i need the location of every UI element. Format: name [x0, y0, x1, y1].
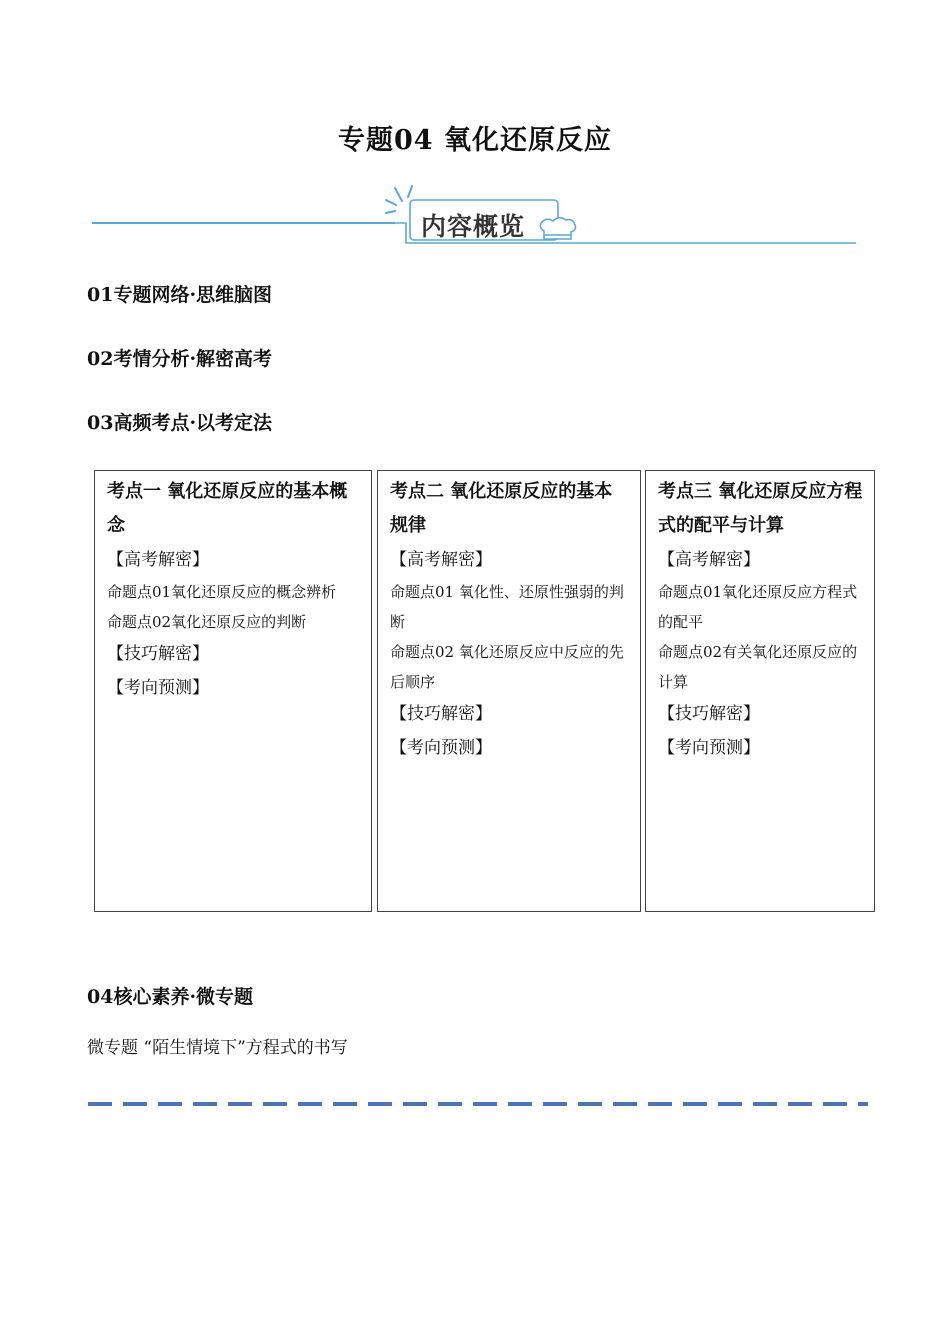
topic-point: 命题点01氧化还原反应的概念辨析	[107, 583, 337, 601]
topic-point: 命题点02有关氧化还原反应的计算	[658, 643, 858, 691]
topic-heading: 考点二 氧化还原反应的基本规律	[390, 481, 613, 536]
banner-label: 内容概览	[421, 212, 526, 241]
gaokao-label: 【高考解密】	[390, 550, 492, 570]
gaokao-label: 【高考解密】	[658, 550, 760, 570]
section-heading-01: 01专题网络·思维脑图	[87, 284, 273, 306]
gaokao-label: 【高考解密】	[107, 550, 209, 570]
kaoxiang-label: 【考向预测】	[390, 738, 492, 758]
section-heading-04: 04核心素养·微专题	[87, 986, 254, 1008]
topic-point: 命题点01氧化还原反应方程式的配平	[658, 583, 858, 631]
topic-box-1	[94, 470, 372, 912]
topic-boxes	[94, 470, 876, 914]
kaoxiang-label: 【考向预测】	[658, 738, 760, 758]
jiqiao-label: 【技巧解密】	[390, 704, 492, 724]
topic-box-2	[377, 470, 641, 912]
jiqiao-label: 【技巧解密】	[658, 704, 760, 724]
topic-box-3	[645, 470, 875, 912]
topic-heading: 考点三 氧化还原反应方程式的配平与计算	[658, 481, 863, 536]
dashed-divider	[88, 1100, 868, 1108]
topic-point: 命题点02 氧化还原反应中反应的先后顺序	[390, 643, 624, 691]
topic-point: 命题点01 氧化性、还原性强弱的判断	[390, 583, 624, 631]
micro-topic-text: 微专题 “陌生情境下”方程式的书写	[87, 1038, 348, 1058]
jiqiao-label: 【技巧解密】	[107, 644, 209, 664]
section-heading-03: 03高频考点·以考定法	[87, 412, 273, 434]
topic-point: 命题点02氧化还原反应的判断	[107, 613, 307, 631]
kaoxiang-label: 【考向预测】	[107, 678, 209, 698]
topic-heading: 考点一 氧化还原反应的基本概念	[107, 481, 348, 536]
page-title: 专题04 氧化还原反应	[338, 125, 612, 156]
section-heading-02: 02考情分析·解密高考	[87, 348, 273, 370]
